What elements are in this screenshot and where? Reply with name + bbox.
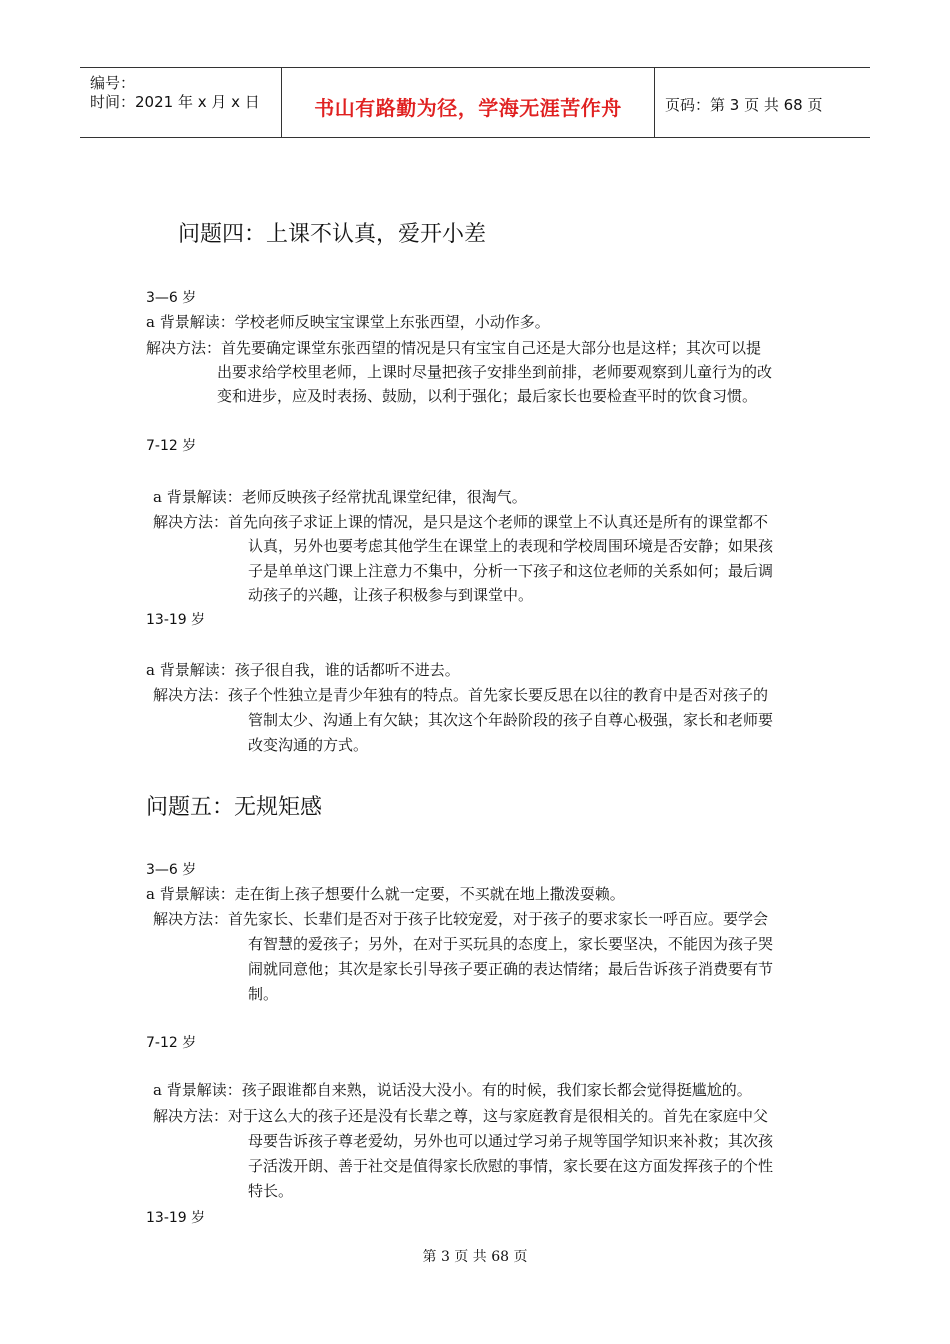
- method-text: 有智慧的爱孩子；另外，在对于买玩具的态度上，家长要坚决，不能因为孩子哭: [248, 935, 774, 953]
- method-text: 解决方法：首先家长、长辈们是否对于孩子比较宠爱，对于孩子的要求家长一呼百应。要学会: [153, 910, 769, 928]
- age-label: 7-12 岁: [146, 1035, 197, 1051]
- page-header: [80, 67, 870, 138]
- method-text: 出要求给学校里老师，上课时尽量把孩子安排坐到前排，老师要观察到儿童行为的改: [217, 363, 773, 381]
- background-text: a 背景解读：老师反映孩子经常扰乱课堂纪律，很淘气。: [153, 488, 527, 506]
- number-label: 编号：: [90, 74, 136, 92]
- method-text: 母要告诉孩子尊老爱幼，另外也可以通过学习弟子规等国学知识来补救；其次孩: [248, 1132, 774, 1150]
- method-text: 特长。: [248, 1182, 294, 1200]
- time-label: 时间：2021 年 x 月 x 日: [90, 93, 260, 111]
- background-text: a 背景解读：走在街上孩子想要什么就一定要，不买就在地上撒泼耍赖。: [146, 885, 625, 903]
- age-label: 13-19 岁: [146, 1210, 206, 1226]
- section-title-q5: 问题五：无规矩感: [146, 795, 323, 820]
- method-text: 管制太少、沟通上有欠缺；其次这个年龄阶段的孩子自尊心极强，家长和老师要: [248, 711, 774, 729]
- method-text: 解决方法：首先要确定课堂东张西望的情况是只有宝宝自己还是大部分也是这样；其次可以提: [146, 339, 762, 357]
- header-page-cell: [655, 68, 870, 137]
- method-text: 子是单单这门课上注意力不集中，分析一下孩子和这位老师的关系如何；最后调: [248, 562, 774, 580]
- motto: 书山有路勤为径，学海无涯苦作舟: [314, 96, 622, 120]
- method-text: 变和进步，应及时表扬、鼓励，以利于强化；最后家长也要检查平时的饮食习惯。: [217, 387, 758, 405]
- age-label: 7-12 岁: [146, 438, 197, 454]
- method-text: 解决方法：对于这么大的孩子还是没有长辈之尊，这与家庭教育是很相关的。首先在家庭中父: [153, 1107, 769, 1125]
- background-text: a 背景解读：孩子很自我，谁的话都听不进去。: [146, 661, 460, 679]
- background-text: a 背景解读：孩子跟谁都自来熟，说话没大没小。有的时候，我们家长都会觉得挺尴尬的。: [153, 1081, 752, 1099]
- background-text: a 背景解读：学校老师反映宝宝课堂上东张西望，小动作多。: [146, 313, 550, 331]
- method-text: 认真，另外也要考虑其他学生在课堂上的表现和学校周围环境是否安静；如果孩: [248, 537, 774, 555]
- method-text: 解决方法：孩子个性独立是青少年独有的特点。首先家长要反思在以往的教育中是否对孩子的: [153, 686, 769, 704]
- method-text: 子活泼开朗、善于社交是值得家长欣慰的事情，家长要在这方面发挥孩子的个性: [248, 1157, 774, 1175]
- method-text: 解决方法：首先向孩子求证上课的情况，是只是这个老师的课堂上不认真还是所有的课堂都不: [153, 513, 769, 531]
- section-title-q4: 问题四：上课不认真，爱开小差: [178, 222, 487, 247]
- age-label: 13-19 岁: [146, 612, 206, 628]
- method-text: 改变沟通的方式。: [248, 736, 369, 754]
- age-label: 3—6 岁: [146, 290, 197, 306]
- method-text: 制。: [248, 985, 279, 1003]
- header-motto-cell: [282, 68, 655, 137]
- age-label: 3—6 岁: [146, 862, 197, 878]
- page-label: 页码：第 3 页 共 68 页: [665, 96, 823, 114]
- method-text: 动孩子的兴趣，让孩子积极参与到课堂中。: [248, 586, 534, 604]
- header-info-cell: [80, 68, 282, 137]
- page-footer: 第 3 页 共 68 页: [422, 1249, 528, 1265]
- method-text: 闹就同意他；其次是家长引导孩子要正确的表达情绪；最后告诉孩子消费要有节: [248, 960, 774, 978]
